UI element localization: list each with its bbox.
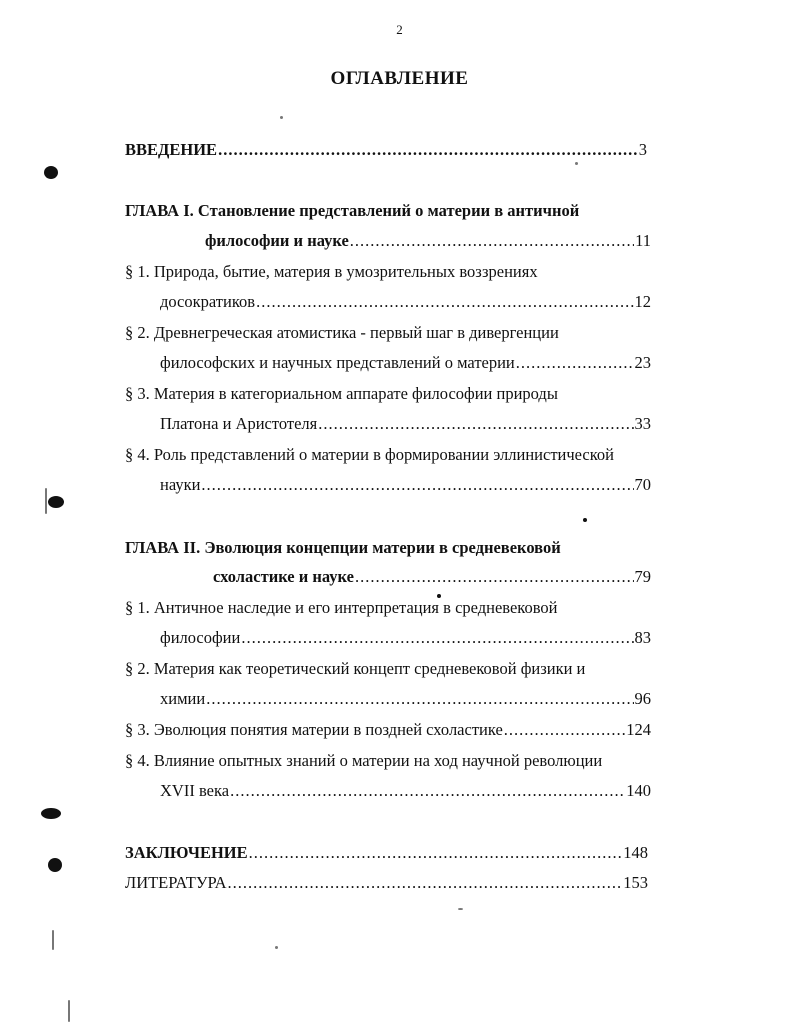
toc-page: 23: [634, 353, 651, 372]
section-1-1-title: § 1. Природа, бытие, материя в умозрительных воззрениях: [125, 262, 538, 281]
scan-speck: [41, 808, 61, 819]
toc-page: 70: [634, 475, 651, 494]
toc-page: 153: [623, 873, 648, 892]
toc-label: Платона и Аристотеля: [160, 414, 318, 433]
toc-leader: [516, 353, 634, 373]
toc-label: химии: [160, 689, 206, 708]
toc-label: § 3. Эволюция понятия материи в поздней схоластике: [125, 720, 503, 739]
toc-label: досократиков: [160, 292, 256, 311]
scan-speck: [280, 116, 283, 119]
toc-label: XVII века: [160, 781, 230, 800]
toc-leader: [355, 567, 634, 587]
toc-page: 12: [634, 292, 651, 311]
scan-speck: [583, 518, 587, 522]
toc-entry-literature: [125, 873, 648, 895]
toc-page: 96: [634, 689, 651, 708]
toc-label: схоластике и науке: [213, 567, 354, 586]
toc-label: философии и науке: [205, 231, 349, 250]
page-title: ОГЛАВЛЕНИЕ: [330, 68, 469, 89]
toc-leader: [228, 873, 623, 893]
section-2-2-title: § 2. Материя как теоретический концепт средневековой физики и: [125, 659, 586, 678]
toc-label: ВВЕДЕНИЕ: [125, 140, 218, 159]
section-2-4-title: § 4. Влияние опытных знаний о материи на ход научной революции: [125, 751, 603, 770]
toc-leader: [241, 628, 633, 648]
chapter-2-heading: ГЛАВА II. Эволюция концепции материи в средневековой: [125, 538, 561, 557]
toc-page: 33: [634, 414, 651, 433]
toc-entry-chapter-2: [213, 567, 651, 589]
toc-label: философских и научных представлений о материи: [160, 353, 515, 372]
toc-leader: [206, 689, 633, 709]
toc-label: науки: [160, 475, 201, 494]
toc-page: 148: [623, 843, 648, 862]
chapter-1-heading: ГЛАВА I. Становление представлений о материи в античной: [125, 201, 580, 220]
scan-speck: [48, 496, 64, 508]
toc-entry-section-1-2: [160, 353, 651, 375]
toc-page: 3: [638, 140, 647, 159]
toc-leader: [249, 843, 623, 863]
section-1-2-title: § 2. Древнегреческая атомистика - первый шаг в дивергенции: [125, 323, 559, 342]
toc-entry-section-2-2: [160, 689, 651, 711]
toc-page: 124: [626, 720, 651, 739]
toc-leader: [504, 720, 625, 740]
toc-leader: [218, 140, 638, 160]
scan-speck: [437, 594, 441, 598]
scan-speck: [48, 858, 62, 872]
toc-entry-conclusion: [125, 843, 648, 865]
toc-entry-introduction: [125, 140, 647, 162]
toc-entry-chapter-1: [205, 231, 651, 253]
toc-page: 140: [626, 781, 651, 800]
toc-page: 11: [635, 231, 651, 250]
toc-label: ЗАКЛЮЧЕНИЕ: [125, 843, 248, 862]
scan-scratch: [52, 930, 54, 950]
scan-speck: [458, 908, 463, 910]
toc-page: 83: [634, 628, 651, 647]
scan-speck: [275, 946, 278, 949]
section-2-1-title: § 1. Античное наследие и его интерпретация в средневековой: [125, 598, 558, 617]
toc-leader: [318, 414, 633, 434]
toc-leader: [201, 475, 633, 495]
page-number: 2: [396, 22, 403, 37]
toc-page: 79: [634, 567, 651, 586]
toc-entry-section-2-4: [160, 781, 651, 803]
scan-speck: [44, 166, 58, 179]
scan-scratch: [68, 1000, 70, 1022]
toc-entry-section-1-4: [160, 475, 651, 497]
toc-label: философии: [160, 628, 241, 647]
scan-scratch: [45, 488, 47, 514]
toc-label: ЛИТЕРАТУРА: [125, 873, 227, 892]
toc-entry-section-1-1: [160, 292, 651, 314]
toc-entry-section-2-3: [125, 720, 651, 742]
toc-leader: [350, 231, 634, 251]
section-1-3-title: § 3. Материя в категориальном аппарате философии природы: [125, 384, 558, 403]
toc-entry-section-2-1: [160, 628, 651, 650]
toc-leader: [256, 292, 633, 312]
scan-speck: [575, 162, 578, 165]
section-1-4-title: § 4. Роль представлений о материи в формировании эллинистической: [125, 445, 614, 464]
toc-entry-section-1-3: [160, 414, 651, 436]
toc-leader: [230, 781, 625, 801]
